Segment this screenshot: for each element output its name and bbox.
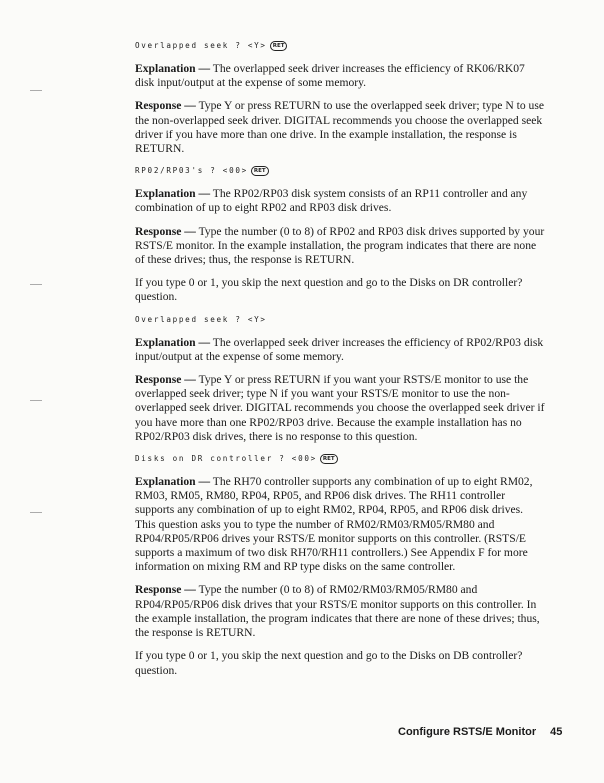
response-paragraph: Response — Type the number (0 to 8) of RM02/RM03/RM05/RM80 and RP04/RP05/RP06 disk drives that your RSTS/E monitor supports on this controller. In the example installation, the program indicates that there are none of these drives; thus, the response is RETURN. — [135, 583, 540, 640]
explanation-paragraph: Explanation — The RH70 controller supports any combination of up to eight RM02, RM03, RM05, RM80, RP04, RP05, and RP06 disk drives. The RH11 controller supports any combination of up to eight RM02, RP04, RP05, and RP06 disk drives. This question asks you to type the number of RM02/RM03/RM05/RM80 and RP04/RP05/RP06 drives your RSTS/E monitor supports on this controller. (RSTS/E supports a maximum of two disk RH70/RH11 controllers.) See Appendix F for more information on mixing RM and RP type disks on the same controller. — [135, 475, 533, 574]
note-paragraph: If you type 0 or 1, you skip the next question and go to the Disks on DR controller? question. — [135, 276, 523, 304]
explanation-paragraph: Explanation — The overlapped seek driver increases the efficiency of RP02/RP03 disk input/output at the expense of some memory. — [135, 335, 544, 363]
note-paragraph: If you type 0 or 1, you skip the next question and go to the Disks on DB controller? question. — [135, 649, 523, 677]
explanation-paragraph: Explanation — The RP02/RP03 disk system consists of an RP11 controller and any combination of up to eight RP02 and RP03 disk drives. — [135, 187, 528, 215]
page-footer — [398, 726, 563, 738]
response-paragraph: Response — Type Y or press RETURN if you want your RSTS/E monitor to use the overlapped seek driver; type N if you want your RSTS/E monitor to use the non-overlapped seek driver. DIGITAL recommends you choose the overlapped seek driver if you have more than one RP02/RP03 drive. Because the example installation has no RP02/RP03 disk drives, there is no response to this question. — [135, 373, 545, 443]
return-key-icon: RET — [251, 166, 269, 176]
terminal-prompt: RP02/RP03's ? <00> RET — [135, 165, 545, 177]
margin-mark — [30, 400, 42, 401]
page-number: 45 — [550, 726, 563, 738]
margin-mark — [30, 512, 42, 513]
terminal-prompt: Overlapped seek ? <Y> RET — [135, 40, 545, 52]
response-paragraph: Response — Type the number (0 to 8) of RP02 and RP03 disk drives supported by your RSTS/E monitor. In the example installation, the program indicates that there are none of these drives; thus, the response is RETURN. — [135, 224, 545, 267]
return-key-icon: RET — [320, 454, 338, 464]
margin-mark — [30, 90, 42, 91]
explanation-paragraph: Explanation — The overlapped seek driver increases the efficiency of RK06/RK07 disk input/output at the expense of some memory. — [135, 62, 525, 90]
response-paragraph: Response — Type Y or press RETURN to use the overlapped seek driver; type N to use the non-overlapped seek driver. DIGITAL recommends you choose the overlapped seek driver if you have more than one drive. In the example installation, the response is RETURN. — [135, 99, 544, 156]
footer-title: Configure RSTS/E Monitor — [398, 726, 537, 738]
terminal-prompt: Disks on DR controller ? <00> RET — [135, 453, 545, 465]
terminal-prompt: Overlapped seek ? <Y> — [135, 314, 267, 324]
return-key-icon: RET — [270, 41, 288, 51]
margin-mark — [30, 284, 42, 285]
page-content — [135, 40, 545, 687]
